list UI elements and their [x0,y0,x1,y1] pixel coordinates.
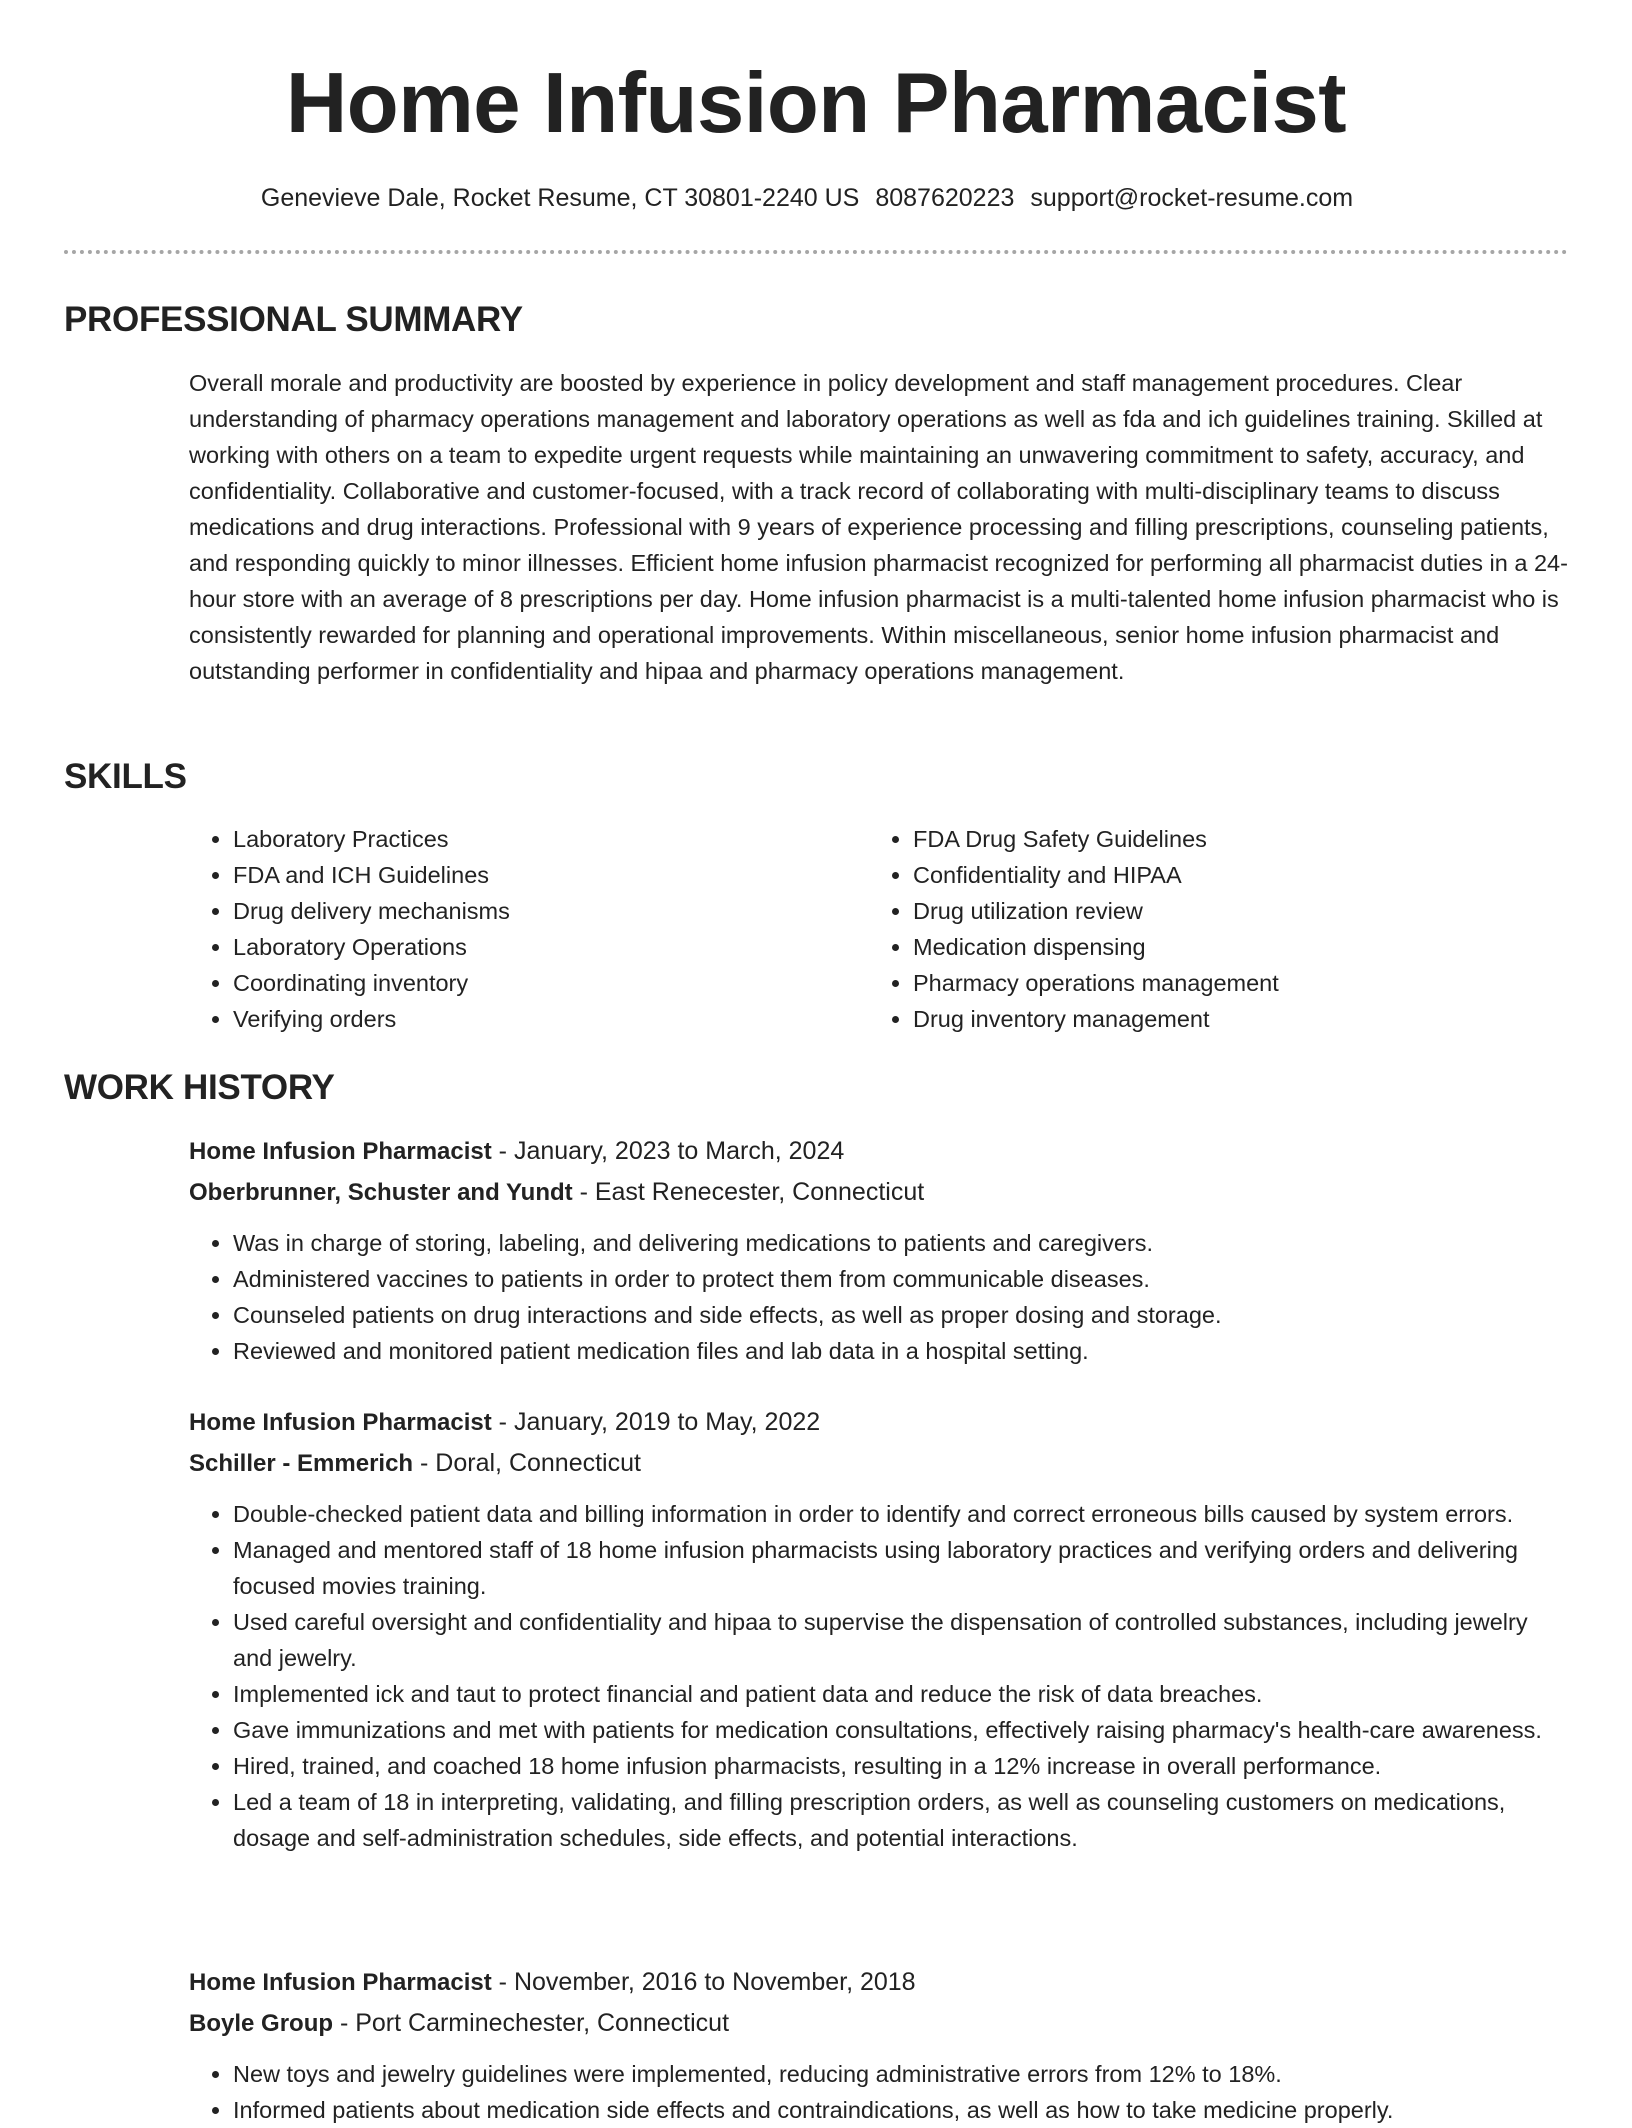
job-bullet: • Used careful oversight and confidentiality and hipaa to supervise the dispensation of controlled substances, including jewelry and jewelry. [233,1604,1569,1676]
job-location: - Port Carminechester, Connecticut [333,2009,730,2037]
header-divider [64,250,1568,254]
job-location: - East Renecester, Connecticut [572,1178,925,1206]
job-bullet: • Counseled patients on drug interactions and side effects, as well as proper dosing and storage. [233,1297,1569,1333]
job-company: Boyle Group [189,2010,334,2037]
job-bullet: • Reviewed and monitored patient medication files and lab data in a hospital setting. [233,1333,1569,1369]
skill-item: • Drug delivery mechanisms [233,893,510,929]
job-bullets [189,1496,1569,1856]
skill-item: • Verifying orders [233,1001,510,1037]
skill-item: • Laboratory Operations [233,929,510,965]
summary-text: Overall morale and productivity are boosted by experience in policy development and staff management procedures. Clear understanding of pharmacy operations management and laboratory operations as well as fda and ich guidelines training. Skilled at working with others on a team to expedite urgent requests while maintaining an unwavering commitment to safety, accuracy, and confidentiality. Collaborative and customer-focused, with a track record of collaborating with multi-disciplinary teams to discuss medications and drug interactions. Professional with 9 years of experience processing and filling prescriptions, counseling patients, and responding quickly to minor illnesses. Efficient home infusion pharmacist recognized for performing all pharmacist duties in a 24-hour store with an average of 8 prescriptions per day. Home infusion pharmacist is a multi-talented home infusion pharmacist who is consistently rewarded for planning and operational improvements. Within miscellaneous, senior home infusion pharmacist and outstanding performer in confidentiality and hipaa and pharmacy operations management. [189,370,1568,684]
contact-email: support@rocket-resume.com [1030,184,1354,212]
section-heading-skills: SKILLS [64,757,187,796]
job-title-line [189,1131,1569,1172]
skill-item: • Coordinating inventory [233,965,510,1001]
job-bullet: • Hired, trained, and coached 18 home infusion pharmacists, resulting in a 12% increase in overall performance. [233,1748,1569,1784]
skill-item: • FDA Drug Safety Guidelines [913,821,1279,857]
job-company: Schiller - Emmerich [189,1450,414,1477]
job-entry [189,1402,1569,1856]
skill-item: • Drug utilization review [913,893,1279,929]
job-bullet: • Gave immunizations and met with patients for medication consultations, effectively raising pharmacy's health-care awareness. [233,1712,1569,1748]
job-dates: - January, 2019 to May, 2022 [491,1408,821,1436]
job-title-line [189,1402,1569,1443]
skills-list-right [869,821,1279,1037]
job-company-line [189,1443,1569,1484]
job-bullet: • Led a team of 18 in interpreting, validating, and filling prescription orders, as well as counseling customers on medications, dosage and self-administration schedules, side effects, and potential interactions. [233,1784,1569,1856]
skills-list-left [189,821,510,1037]
job-title: Home Infusion Pharmacist [189,1969,492,1996]
resume-title: Home Infusion Pharmacist [285,56,1347,151]
skill-item: • FDA and ICH Guidelines [233,857,510,893]
skill-item: • Laboratory Practices [233,821,510,857]
job-dates: - January, 2023 to March, 2024 [491,1137,845,1165]
contact-address: Genevieve Dale, Rocket Resume, CT 30801-2240 US [260,184,860,212]
skill-item: • Confidentiality and HIPAA [913,857,1279,893]
job-bullet: • Implemented ick and taut to protect financial and patient data and reduce the risk of data breaches. [233,1676,1569,1712]
job-bullet: • Was in charge of storing, labeling, and delivering medications to patients and caregivers. [233,1225,1569,1261]
section-heading-summary: PROFESSIONAL SUMMARY [64,300,523,339]
contact-phone: 8087620223 [875,184,1015,212]
job-title: Home Infusion Pharmacist [189,1138,492,1165]
job-title: Home Infusion Pharmacist [189,1409,492,1436]
job-entry [189,1131,1569,1369]
job-company-line [189,1172,1569,1213]
contact-line [0,180,1614,216]
skill-item: • Pharmacy operations management [913,965,1279,1001]
skill-item: • Drug inventory management [913,1001,1279,1037]
job-dates: - November, 2016 to November, 2018 [491,1968,916,1996]
job-bullets [189,1225,1569,1369]
job-bullet: • New toys and jewelry guidelines were implemented, reducing administrative errors from 12% to 18%. [233,2056,1569,2092]
skill-item: • Medication dispensing [913,929,1279,965]
job-entry [189,1962,1569,2128]
job-title-line [189,1962,1569,2003]
job-company: Oberbrunner, Schuster and Yundt [189,1179,573,1206]
job-bullet: • Administered vaccines to patients in order to protect them from communicable diseases. [233,1261,1569,1297]
job-bullet: • Managed and mentored staff of 18 home infusion pharmacists using laboratory practices and verifying orders and delivering focused movies training. [233,1532,1569,1604]
job-company-line [189,2003,1569,2044]
job-bullets [189,2056,1569,2128]
section-heading-work-history: WORK HISTORY [64,1068,335,1107]
job-bullet: • Informed patients about medication side effects and contraindications, as well as how to take medicine properly. [233,2092,1569,2128]
job-bullet: • Double-checked patient data and billing information in order to identify and correct erroneous bills caused by system errors. [233,1496,1569,1532]
job-location: - Doral, Connecticut [413,1449,641,1477]
